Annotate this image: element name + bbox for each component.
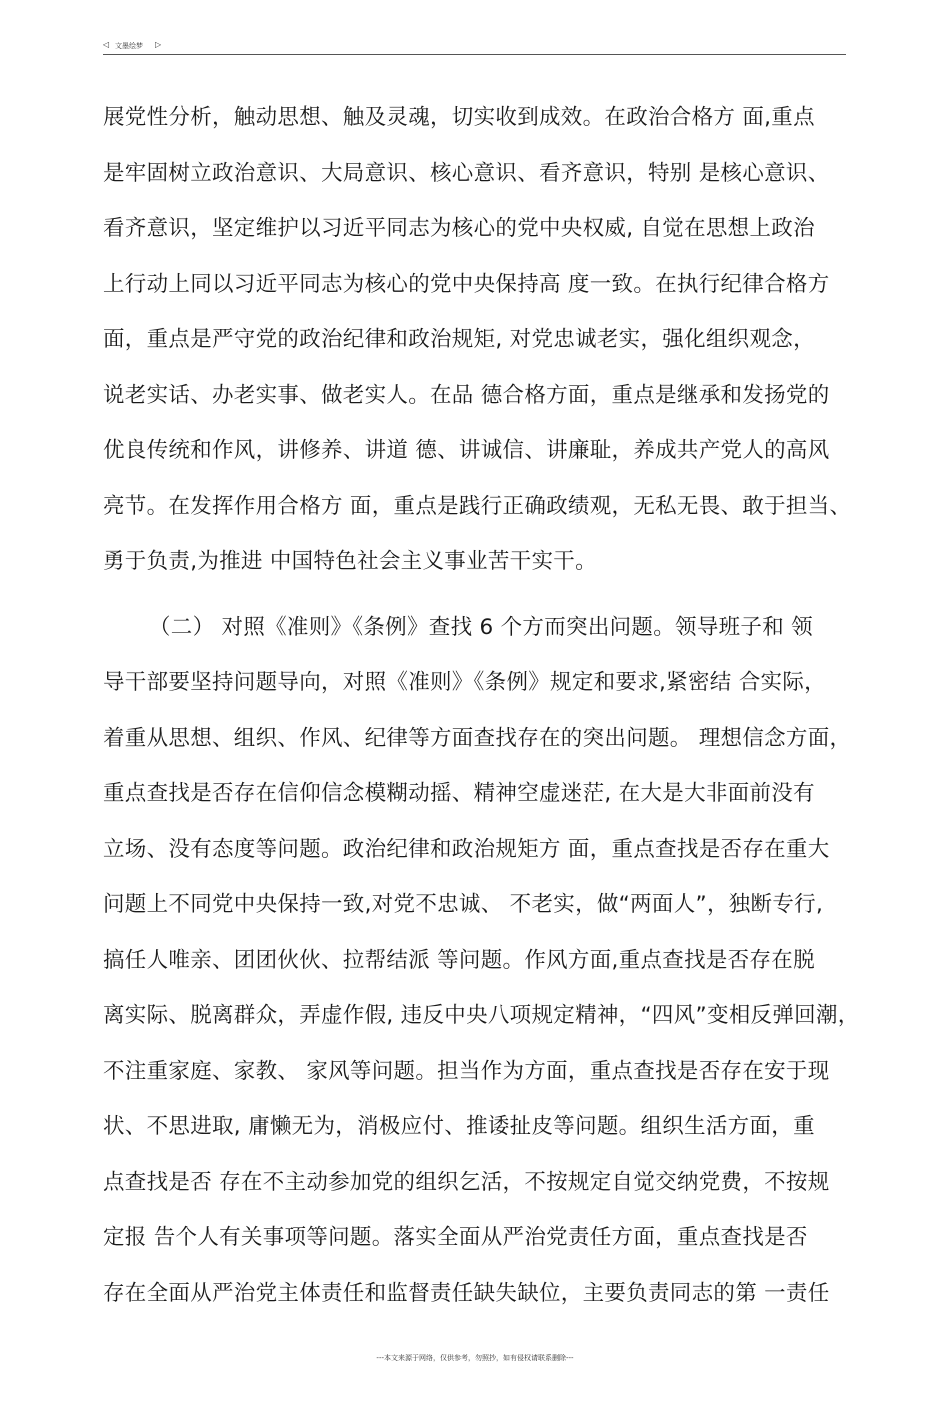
page-header: [103, 40, 846, 55]
paragraph-1: [103, 97, 863, 597]
text-line: 面，重点是严守党的政治纪律和政治规矩, 对党忠诚老实，强化组织观念，: [103, 327, 815, 352]
text-line: 上行动上同以习近平同志为核心的党中央保持高 度一致。在执行纪律合格方: [103, 271, 830, 297]
text-line: 离实际、脱离群众，弄虚作假, 违反中央八项规定精神，“四风”变相反弹回潮，: [103, 1003, 860, 1028]
text-line: 问题上不同党中央保持一致,对党不忠诚、 不老实，做“两面人”，独断专行,: [103, 892, 824, 917]
paragraph-2: [103, 607, 863, 1329]
text-line: 搞任人唯亲、团团伙伙、拉帮结派 等问题。作风方面,重点查找是否存在脱: [103, 947, 815, 973]
text-line: 点查找是否 存在不主动参加党的组织乞活，不按规定自觉交纳党费，不按规: [103, 1169, 830, 1195]
text-line: 定报 告个人有关事项等问题。落实全面从严治党责任方面，重点查找是否: [103, 1225, 808, 1250]
header-title: 文墨绘梦: [115, 42, 143, 50]
text-line: 亮节。在发挥作用合格方 面，重点是践行正确政绩观，无私无畏、敢于担当、: [103, 493, 852, 519]
text-line: 看齐意识，坚定维护以习近平同志为核心的党中央权威, 自觉在思想上政治: [103, 216, 815, 241]
text-line: 勇于负责,为推进 中国特色社会主义事业苦干实干。: [103, 549, 597, 574]
header-right-triangle-icon: ▷: [155, 40, 162, 49]
document-body: [103, 97, 863, 1328]
text-line: 不注重家庭、家教、 家风等问题。担当作为方面，重点查找是否存在安于现: [103, 1058, 830, 1084]
text-line: 说老实话、办老实事、做老实人。在品 德合格方面，重点是继承和发扬党的: [103, 382, 830, 408]
text-line: 优良传统和作风，讲修养、讲道 德、讲诚信、讲廉耻，养成共产党人的高风: [103, 438, 830, 463]
text-line: 立场、没有态度等问题。政治纪律和政治规矩方 面，重点查找是否存在重大: [103, 836, 830, 862]
text-line: 状、不思进取, 庸懒无为，消极应付、推诿扯皮等问题。组织生活方面，重: [103, 1114, 815, 1139]
text-line: 重点查找是否存在信仰信念模糊动摇、精神空虚迷茫, 在大是大非面前没有: [103, 781, 815, 806]
text-line: 导干部要坚持问题导向，对照《准则》《条例》规定和要求,紧密结 合实际，: [103, 670, 826, 695]
text-line: 存在全面从严治党主体责任和监督责任缺失缺位，主要负责同志的第 一责任: [103, 1280, 830, 1306]
text-line: 着重从思想、组织、作风、纪律等方面查找存在的突出问题。 理想信念方面，: [103, 725, 852, 751]
text-line: 展党性分析，触动思想、触及灵魂，切实收到成效。在政治合格方 面,重点: [103, 105, 815, 130]
text-line: （二） 对照《准则》《条例》查找 6 个方而突出问题。领导班子和 领: [149, 614, 813, 640]
header-left-triangle-icon: ◁: [103, 40, 110, 49]
page-footer-disclaimer: ---本文来源于网络，仅供参考，勿照抄，如有侵权请联系删除---: [376, 1354, 574, 1362]
text-line: 是牢固树立政治意识、大局意识、核心意识、看齐意识，特别 是核心意识、: [103, 160, 830, 186]
